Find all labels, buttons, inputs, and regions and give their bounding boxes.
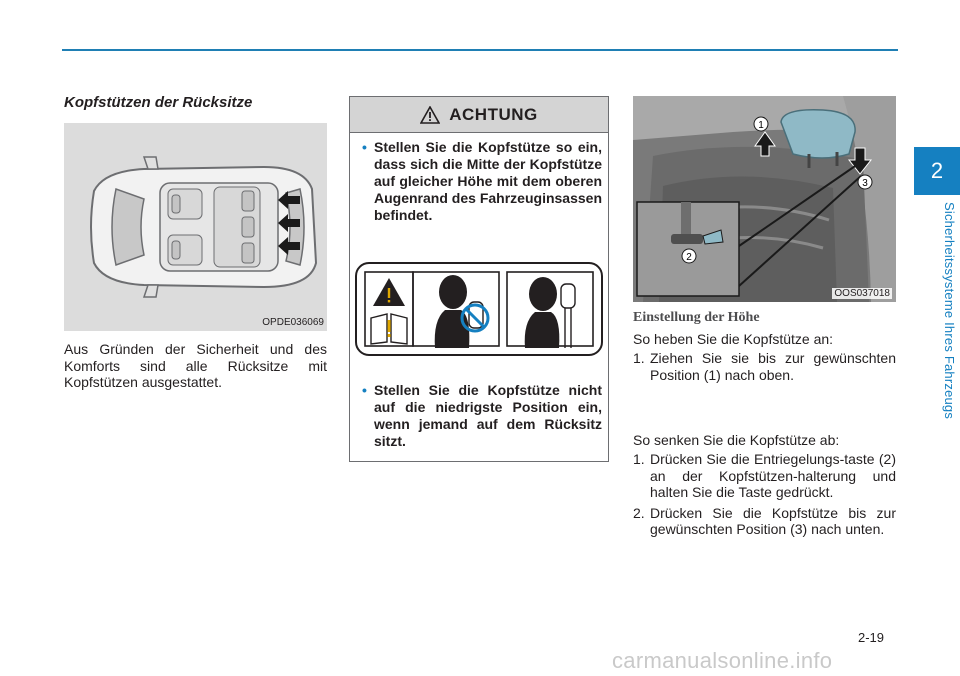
intro-paragraph: Aus Gründen der Sicherheit und des Komforts sind alle Rücksitze mit Kopfstützen ausgestattet.	[64, 341, 327, 390]
headrest-adjust-figure	[633, 96, 896, 302]
pictogram-illustration	[357, 264, 601, 354]
list-number: 2.	[633, 504, 645, 521]
raise-steps	[633, 350, 896, 383]
warning-box	[349, 96, 609, 462]
list-item	[633, 505, 896, 538]
page-number: 2-19	[858, 630, 885, 645]
height-adjust-heading: Einstellung der Höhe	[633, 310, 760, 325]
warning-item	[362, 139, 602, 224]
bullet-icon: •	[362, 382, 367, 398]
pictogram-panel	[355, 262, 603, 356]
top-rule	[62, 49, 898, 51]
chapter-side-title: Sicherheitssysteme Ihres Fahrzeugs	[942, 202, 957, 420]
watermark: carmanualsonline.info	[612, 648, 833, 673]
list-item	[633, 451, 896, 501]
figure-code-left: OPDE036069	[262, 317, 324, 328]
warning-item-text: Stellen Sie die Kopfstütze nicht auf die niedrigste Position ein, wenn jemand auf dem Rücksitz sitzt.	[374, 382, 602, 449]
callout-3: 3	[862, 178, 868, 189]
list-number: 1.	[633, 350, 645, 366]
headrest-arrows	[278, 191, 300, 255]
warning-header	[350, 97, 608, 133]
raise-intro: So heben Sie die Kopfstütze an:	[633, 331, 834, 347]
warning-item-text: Stellen Sie die Kopfstütze so ein, dass sich die Mitte der Kopfstütze auf gleicher Höhe mit dem oberen Augenrand des Fahrzeuginsassen befindet.	[374, 139, 602, 223]
section-heading: Kopfstützen der Rücksitze	[64, 94, 253, 111]
rear-seat-photo-illustration	[633, 96, 896, 302]
warning-triangle-icon	[420, 106, 440, 124]
bullet-icon: •	[362, 139, 367, 155]
list-item	[633, 350, 896, 383]
list-text: Drücken Sie die Kopfstütze bis zur gewünschten Position (3) nach unten.	[650, 504, 896, 537]
car-top-view-illustration	[64, 123, 327, 331]
callout-2: 2	[686, 252, 692, 263]
figure-code-right: OOS037018	[834, 288, 890, 299]
chapter-tab: 2	[914, 147, 960, 195]
callout-1: 1	[758, 120, 764, 131]
rear-seats-figure	[64, 123, 327, 331]
list-text: Drücken Sie die Entriegelungs-taste (2) an der Kopfstützen-halterung und halten Sie die Taste gedrückt.	[650, 451, 896, 500]
lower-steps	[633, 451, 896, 538]
list-number: 1.	[633, 451, 645, 467]
warning-title: ACHTUNG	[449, 104, 538, 124]
list-text: Ziehen Sie sie bis zur gewünschten Position (1) nach oben.	[650, 350, 896, 383]
lower-intro: So senken Sie die Kopfstütze ab:	[633, 432, 840, 448]
warning-item	[362, 382, 602, 450]
